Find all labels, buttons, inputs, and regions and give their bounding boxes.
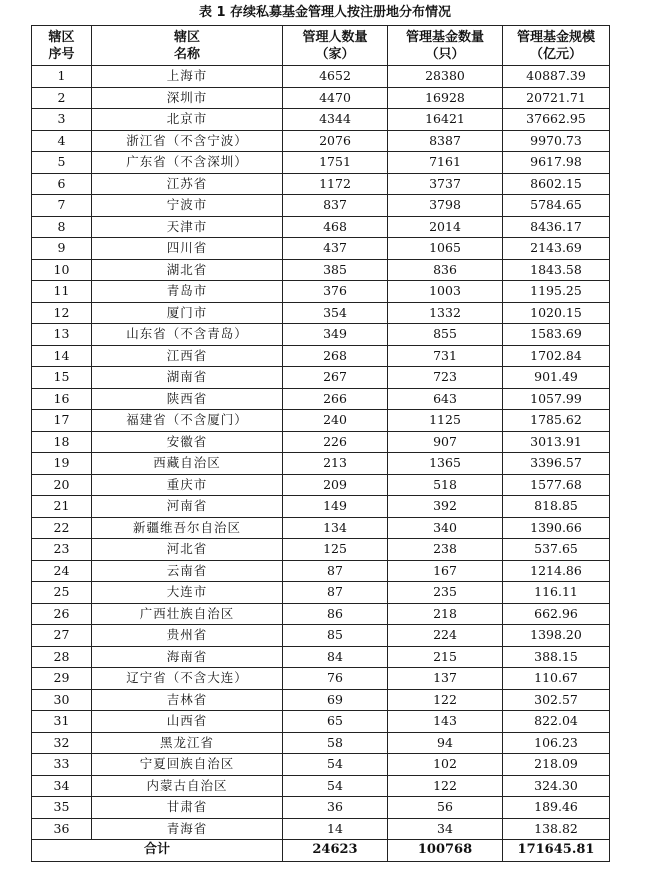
row-managers: 267 xyxy=(283,367,388,389)
row-index: 7 xyxy=(32,195,92,217)
table-row xyxy=(32,818,610,840)
row-managers: 240 xyxy=(283,410,388,432)
table-row xyxy=(32,453,610,475)
row-funds: 143 xyxy=(388,711,503,733)
row-index: 14 xyxy=(32,345,92,367)
row-scale: 1195.25 xyxy=(503,281,610,303)
row-funds: 1065 xyxy=(388,238,503,260)
table-row xyxy=(32,324,610,346)
row-scale: 3013.91 xyxy=(503,431,610,453)
row-index: 4 xyxy=(32,130,92,152)
table-row xyxy=(32,582,610,604)
row-scale: 901.49 xyxy=(503,367,610,389)
total-managers: 24623 xyxy=(283,840,388,862)
table-row xyxy=(32,216,610,238)
table-row xyxy=(32,539,610,561)
row-index: 9 xyxy=(32,238,92,260)
row-region: 西藏自治区 xyxy=(92,453,283,475)
table-row xyxy=(32,474,610,496)
table-row xyxy=(32,195,610,217)
row-region: 河南省 xyxy=(92,496,283,518)
table-row xyxy=(32,238,610,260)
row-scale: 138.82 xyxy=(503,818,610,840)
row-index: 6 xyxy=(32,173,92,195)
row-scale: 116.11 xyxy=(503,582,610,604)
row-managers: 69 xyxy=(283,689,388,711)
row-region: 大连市 xyxy=(92,582,283,604)
row-managers: 349 xyxy=(283,324,388,346)
row-managers: 2076 xyxy=(283,130,388,152)
row-scale: 1057.99 xyxy=(503,388,610,410)
row-region: 吉林省 xyxy=(92,689,283,711)
row-managers: 65 xyxy=(283,711,388,733)
row-index: 26 xyxy=(32,603,92,625)
table-row xyxy=(32,87,610,109)
row-funds: 1332 xyxy=(388,302,503,324)
table-row xyxy=(32,388,610,410)
row-funds: 122 xyxy=(388,689,503,711)
table-body xyxy=(32,66,610,840)
row-funds: 643 xyxy=(388,388,503,410)
row-funds: 16421 xyxy=(388,109,503,131)
row-index: 23 xyxy=(32,539,92,561)
row-managers: 36 xyxy=(283,797,388,819)
row-managers: 84 xyxy=(283,646,388,668)
table-row xyxy=(32,732,610,754)
row-scale: 1390.66 xyxy=(503,517,610,539)
table-row xyxy=(32,711,610,733)
row-index: 22 xyxy=(32,517,92,539)
table-row xyxy=(32,689,610,711)
row-index: 8 xyxy=(32,216,92,238)
row-managers: 209 xyxy=(283,474,388,496)
table-row xyxy=(32,625,610,647)
row-index: 35 xyxy=(32,797,92,819)
row-funds: 215 xyxy=(388,646,503,668)
row-region: 安徽省 xyxy=(92,431,283,453)
table-row xyxy=(32,109,610,131)
table-row xyxy=(32,496,610,518)
row-region: 上海市 xyxy=(92,66,283,88)
row-index: 27 xyxy=(32,625,92,647)
row-scale: 2143.69 xyxy=(503,238,610,260)
row-funds: 907 xyxy=(388,431,503,453)
row-region: 新疆维吾尔自治区 xyxy=(92,517,283,539)
row-index: 18 xyxy=(32,431,92,453)
row-funds: 731 xyxy=(388,345,503,367)
row-scale: 1020.15 xyxy=(503,302,610,324)
row-funds: 137 xyxy=(388,668,503,690)
row-index: 34 xyxy=(32,775,92,797)
row-region: 青海省 xyxy=(92,818,283,840)
row-region: 广西壮族自治区 xyxy=(92,603,283,625)
header-funds: 管理基金数量 （只） xyxy=(388,26,503,66)
row-funds: 3737 xyxy=(388,173,503,195)
header-row xyxy=(32,26,610,66)
row-funds: 218 xyxy=(388,603,503,625)
row-index: 33 xyxy=(32,754,92,776)
row-index: 25 xyxy=(32,582,92,604)
table-row xyxy=(32,646,610,668)
row-region: 天津市 xyxy=(92,216,283,238)
row-scale: 9970.73 xyxy=(503,130,610,152)
row-managers: 376 xyxy=(283,281,388,303)
row-scale: 8602.15 xyxy=(503,173,610,195)
table-row xyxy=(32,281,610,303)
row-index: 21 xyxy=(32,496,92,518)
row-funds: 122 xyxy=(388,775,503,797)
row-scale: 1785.62 xyxy=(503,410,610,432)
row-scale: 20721.71 xyxy=(503,87,610,109)
row-funds: 340 xyxy=(388,517,503,539)
row-region: 山东省（不含青岛） xyxy=(92,324,283,346)
row-region: 贵州省 xyxy=(92,625,283,647)
row-index: 13 xyxy=(32,324,92,346)
row-index: 24 xyxy=(32,560,92,582)
total-label: 合计 xyxy=(32,840,283,862)
row-region: 福建省（不含厦门） xyxy=(92,410,283,432)
row-managers: 85 xyxy=(283,625,388,647)
header-scale: 管理基金规模 （亿元） xyxy=(503,26,610,66)
row-managers: 149 xyxy=(283,496,388,518)
table-row xyxy=(32,754,610,776)
row-scale: 218.09 xyxy=(503,754,610,776)
row-scale: 110.67 xyxy=(503,668,610,690)
table-row xyxy=(32,410,610,432)
row-scale: 37662.95 xyxy=(503,109,610,131)
row-managers: 268 xyxy=(283,345,388,367)
row-scale: 1702.84 xyxy=(503,345,610,367)
row-managers: 54 xyxy=(283,754,388,776)
table-title: 表 1 存续私募基金管理人按注册地分布情况 xyxy=(198,5,452,20)
row-managers: 437 xyxy=(283,238,388,260)
row-region: 海南省 xyxy=(92,646,283,668)
row-funds: 94 xyxy=(388,732,503,754)
row-index: 15 xyxy=(32,367,92,389)
table-row xyxy=(32,797,610,819)
row-funds: 1365 xyxy=(388,453,503,475)
row-managers: 385 xyxy=(283,259,388,281)
row-scale: 189.46 xyxy=(503,797,610,819)
table-row xyxy=(32,152,610,174)
header-index: 辖区 序号 xyxy=(32,26,92,66)
row-funds: 224 xyxy=(388,625,503,647)
row-region: 陕西省 xyxy=(92,388,283,410)
row-index: 28 xyxy=(32,646,92,668)
row-region: 深圳市 xyxy=(92,87,283,109)
row-funds: 167 xyxy=(388,560,503,582)
row-index: 36 xyxy=(32,818,92,840)
row-funds: 102 xyxy=(388,754,503,776)
row-scale: 3396.57 xyxy=(503,453,610,475)
row-funds: 7161 xyxy=(388,152,503,174)
row-funds: 855 xyxy=(388,324,503,346)
row-region: 四川省 xyxy=(92,238,283,260)
table-row xyxy=(32,668,610,690)
row-region: 山西省 xyxy=(92,711,283,733)
row-region: 湖南省 xyxy=(92,367,283,389)
row-index: 1 xyxy=(32,66,92,88)
row-index: 31 xyxy=(32,711,92,733)
table-row xyxy=(32,603,610,625)
row-managers: 125 xyxy=(283,539,388,561)
row-index: 11 xyxy=(32,281,92,303)
row-index: 16 xyxy=(32,388,92,410)
row-region: 宁波市 xyxy=(92,195,283,217)
row-index: 20 xyxy=(32,474,92,496)
row-region: 内蒙古自治区 xyxy=(92,775,283,797)
row-scale: 302.57 xyxy=(503,689,610,711)
row-managers: 87 xyxy=(283,560,388,582)
row-region: 重庆市 xyxy=(92,474,283,496)
row-funds: 56 xyxy=(388,797,503,819)
table-row xyxy=(32,173,610,195)
row-managers: 468 xyxy=(283,216,388,238)
row-managers: 14 xyxy=(283,818,388,840)
table-row xyxy=(32,259,610,281)
total-scale: 171645.81 xyxy=(503,840,610,862)
row-scale: 8436.17 xyxy=(503,216,610,238)
row-region: 浙江省（不含宁波） xyxy=(92,130,283,152)
row-managers: 58 xyxy=(283,732,388,754)
row-index: 10 xyxy=(32,259,92,281)
row-scale: 537.65 xyxy=(503,539,610,561)
row-region: 辽宁省（不含大连） xyxy=(92,668,283,690)
row-scale: 388.15 xyxy=(503,646,610,668)
row-funds: 392 xyxy=(388,496,503,518)
table-row xyxy=(32,345,610,367)
row-scale: 1577.68 xyxy=(503,474,610,496)
row-managers: 213 xyxy=(283,453,388,475)
row-index: 19 xyxy=(32,453,92,475)
header-managers: 管理人数量 （家） xyxy=(283,26,388,66)
row-scale: 9617.98 xyxy=(503,152,610,174)
row-funds: 28380 xyxy=(388,66,503,88)
row-scale: 822.04 xyxy=(503,711,610,733)
row-scale: 1843.58 xyxy=(503,259,610,281)
row-managers: 87 xyxy=(283,582,388,604)
table-row xyxy=(32,431,610,453)
row-index: 5 xyxy=(32,152,92,174)
row-managers: 4344 xyxy=(283,109,388,131)
row-managers: 226 xyxy=(283,431,388,453)
row-managers: 354 xyxy=(283,302,388,324)
row-scale: 1214.86 xyxy=(503,560,610,582)
row-region: 湖北省 xyxy=(92,259,283,281)
row-funds: 238 xyxy=(388,539,503,561)
row-region: 黑龙江省 xyxy=(92,732,283,754)
row-managers: 4652 xyxy=(283,66,388,88)
row-region: 河北省 xyxy=(92,539,283,561)
row-index: 12 xyxy=(32,302,92,324)
row-managers: 4470 xyxy=(283,87,388,109)
table-row xyxy=(32,302,610,324)
row-funds: 2014 xyxy=(388,216,503,238)
row-funds: 518 xyxy=(388,474,503,496)
row-managers: 1172 xyxy=(283,173,388,195)
row-managers: 76 xyxy=(283,668,388,690)
row-funds: 3798 xyxy=(388,195,503,217)
row-funds: 1125 xyxy=(388,410,503,432)
table-row xyxy=(32,130,610,152)
row-scale: 106.23 xyxy=(503,732,610,754)
table-row xyxy=(32,560,610,582)
row-region: 青岛市 xyxy=(92,281,283,303)
row-funds: 723 xyxy=(388,367,503,389)
table-row xyxy=(32,517,610,539)
row-scale: 324.30 xyxy=(503,775,610,797)
table-row xyxy=(32,66,610,88)
row-funds: 34 xyxy=(388,818,503,840)
header-region: 辖区 名称 xyxy=(92,26,283,66)
row-managers: 1751 xyxy=(283,152,388,174)
row-funds: 16928 xyxy=(388,87,503,109)
row-index: 2 xyxy=(32,87,92,109)
row-index: 32 xyxy=(32,732,92,754)
table-row xyxy=(32,775,610,797)
row-index: 17 xyxy=(32,410,92,432)
registration-distribution-table xyxy=(31,25,610,862)
row-scale: 1398.20 xyxy=(503,625,610,647)
row-scale: 5784.65 xyxy=(503,195,610,217)
row-funds: 1003 xyxy=(388,281,503,303)
row-managers: 86 xyxy=(283,603,388,625)
row-managers: 266 xyxy=(283,388,388,410)
row-managers: 54 xyxy=(283,775,388,797)
row-region: 宁夏回族自治区 xyxy=(92,754,283,776)
row-index: 3 xyxy=(32,109,92,131)
row-funds: 8387 xyxy=(388,130,503,152)
row-managers: 134 xyxy=(283,517,388,539)
row-region: 江苏省 xyxy=(92,173,283,195)
row-funds: 836 xyxy=(388,259,503,281)
table-row xyxy=(32,367,610,389)
row-region: 江西省 xyxy=(92,345,283,367)
row-region: 厦门市 xyxy=(92,302,283,324)
row-region: 广东省（不含深圳） xyxy=(92,152,283,174)
row-index: 29 xyxy=(32,668,92,690)
total-funds: 100768 xyxy=(388,840,503,862)
row-region: 甘肃省 xyxy=(92,797,283,819)
row-funds: 235 xyxy=(388,582,503,604)
total-row xyxy=(32,840,610,862)
row-managers: 837 xyxy=(283,195,388,217)
row-scale: 40887.39 xyxy=(503,66,610,88)
row-region: 北京市 xyxy=(92,109,283,131)
row-scale: 1583.69 xyxy=(503,324,610,346)
row-scale: 662.96 xyxy=(503,603,610,625)
row-index: 30 xyxy=(32,689,92,711)
row-scale: 818.85 xyxy=(503,496,610,518)
row-region: 云南省 xyxy=(92,560,283,582)
